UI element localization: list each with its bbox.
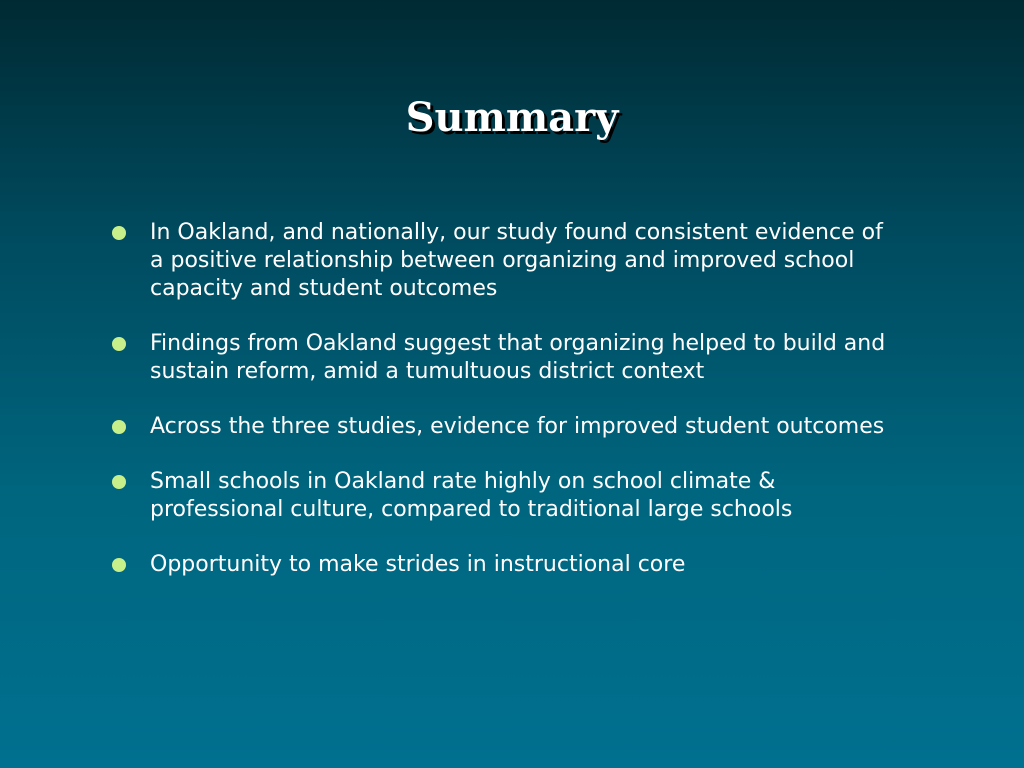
bullet-item (112, 551, 902, 579)
bullet-dot-icon (112, 558, 126, 572)
bullet-item (112, 468, 902, 524)
bullet-text: Opportunity to make strides in instructional core (150, 552, 686, 577)
bullet-text: Findings from Oakland suggest that organizing helped to build and sustain reform, amid a tumultuous district context (150, 331, 886, 384)
bullet-dot-icon (112, 420, 126, 434)
bullet-dot-icon (112, 337, 126, 351)
bullet-dot-icon (112, 226, 126, 240)
slide-title: Summary (405, 94, 619, 141)
bullet-item (112, 219, 902, 303)
bullet-dot-icon (112, 475, 126, 489)
bullet-text: Small schools in Oakland rate highly on school climate & professional culture, compared to traditional large schools (150, 469, 793, 522)
bullet-text: In Oakland, and nationally, our study found consistent evidence of a positive relationship between organizing and improved school capacity and student outcomes (150, 220, 883, 301)
bullet-list (112, 219, 902, 606)
bullet-text: Across the three studies, evidence for improved student outcomes (150, 414, 885, 439)
bullet-item (112, 413, 902, 441)
bullet-item (112, 330, 902, 386)
